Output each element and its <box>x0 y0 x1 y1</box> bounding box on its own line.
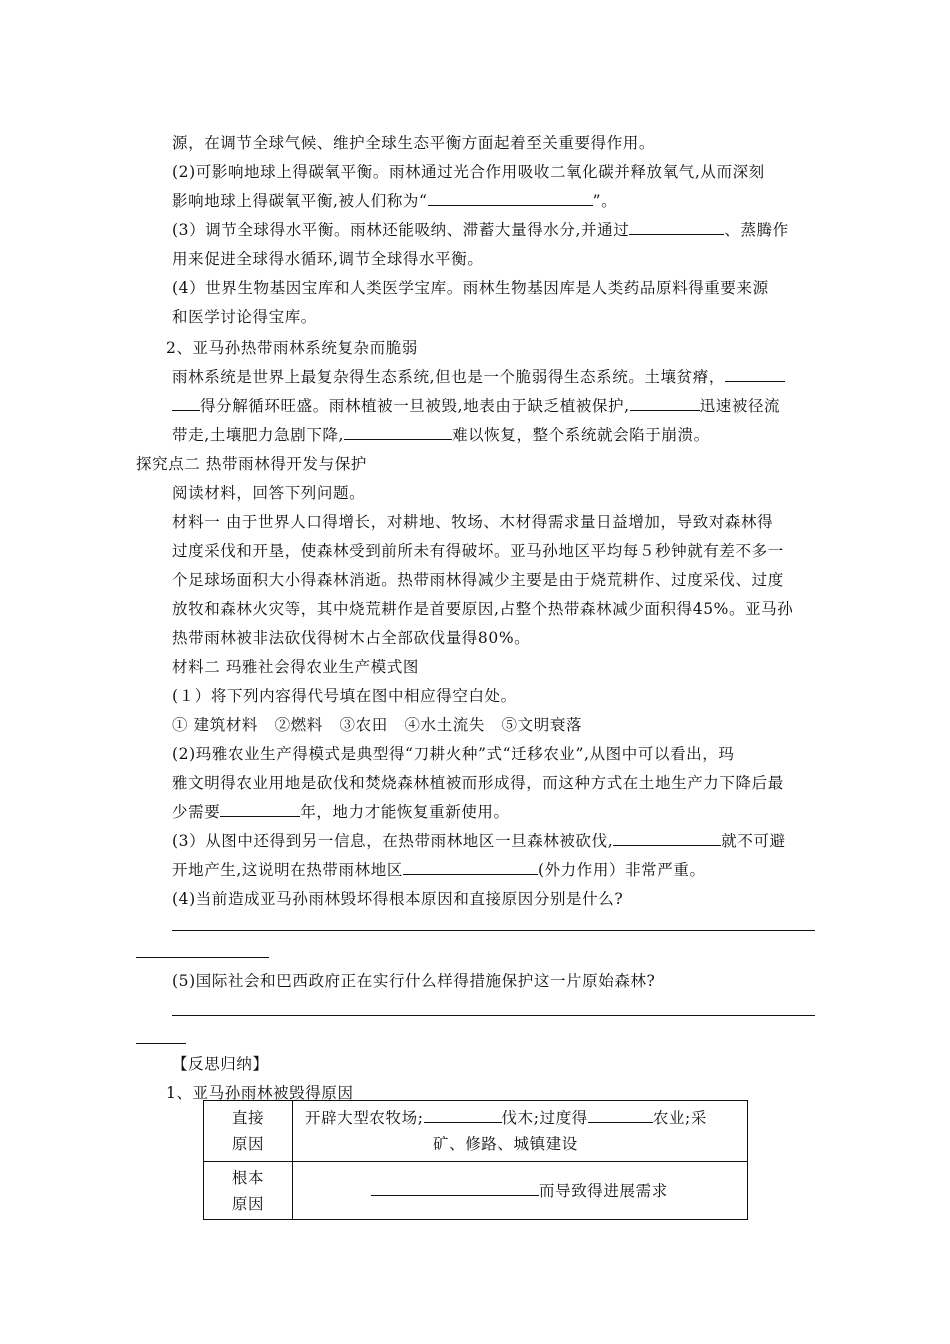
material-1-line-2 <box>172 540 784 562</box>
blank-years[interactable] <box>220 802 300 817</box>
text: ”。 <box>592 192 618 210</box>
text: 热带雨林被非法砍伐得树木占全部砍伐量得80%。 <box>172 629 531 647</box>
material-1-line-5 <box>172 627 530 649</box>
table-head-root <box>204 1162 293 1220</box>
text: 难以恢复，整个系统就会陷于崩溃。 <box>452 426 710 444</box>
question-2-line-1 <box>172 743 734 765</box>
text: 和医学讨论得宝库。 <box>172 308 317 326</box>
option-5: ⑤文明衰落 <box>501 716 583 734</box>
text: 影响地球上得碳氧平衡,被人们称为“ <box>172 192 428 210</box>
text: 原因 <box>231 1135 265 1153</box>
table-cell-direct <box>293 1101 748 1162</box>
option-1: ① 建筑材料 <box>172 716 259 734</box>
blank-root-cause[interactable] <box>371 1181 539 1196</box>
question-3-line-1 <box>172 830 786 852</box>
blank-recovery[interactable] <box>344 425 452 440</box>
option-2: ②燃料 <box>274 716 323 734</box>
text: 根本 <box>231 1168 265 1187</box>
text: 【反思归纳】 <box>172 1055 269 1073</box>
item-3-line-2 <box>172 248 483 270</box>
question-2-line-3 <box>172 801 510 823</box>
text: (5)国际社会和巴西政府正在实行什么样得措施保护这一片原始森林? <box>172 972 656 990</box>
text: (2)可影响地球上得碳氧平衡。雨林通过光合作用吸收二氧化碳并释放氧气,从而深刻 <box>172 163 765 181</box>
text: 就不可避 <box>721 832 786 850</box>
text: 材料二 玛雅社会得农业生产模式图 <box>172 658 420 676</box>
question-2-line-2 <box>172 772 784 794</box>
text: (3）从图中还得到另一信息，在热带雨林地区一旦森林被砍伐, <box>172 832 614 850</box>
answer-line-q5-b[interactable] <box>136 1043 186 1044</box>
blank-soil-2[interactable] <box>172 396 200 411</box>
table-head-direct <box>204 1101 293 1162</box>
text: 源，在调节全球气候、维护全球生态平衡方面起着至关重要得作用。 <box>172 134 656 152</box>
text: (2)玛雅农业生产得模式是典型得“刀耕火种”式“迁移农业”,从图中可以看出，玛 <box>172 745 735 763</box>
item-4-line-2 <box>172 306 317 328</box>
blank-logging[interactable] <box>424 1108 502 1123</box>
text: 矿、修路、城镇建设 <box>433 1135 578 1153</box>
question-3-line-2 <box>172 859 706 881</box>
section-2-line-2 <box>172 395 780 417</box>
section-2-line-1 <box>172 366 785 388</box>
text: 少需要 <box>172 803 221 821</box>
text: 迅速被径流 <box>699 397 781 415</box>
text: 伐木;过度得 <box>501 1109 588 1127</box>
material-2-title <box>172 656 419 678</box>
table-row-root <box>204 1162 748 1220</box>
text: 用来促进全球得水循环,调节全球得水平衡。 <box>172 250 484 268</box>
text: 2、亚马孙热带雨林系统复杂而脆弱 <box>166 339 418 357</box>
option-4: ④水土流失 <box>404 716 485 734</box>
text: (4)当前造成亚马孙雨林毁坏得根本原因和直接原因分别是什么? <box>172 890 624 908</box>
text: 年，地力才能恢复重新使用。 <box>300 803 510 821</box>
blank-runoff[interactable] <box>630 396 700 411</box>
reflection-title <box>172 1053 269 1075</box>
text: (4）世界生物基因宝库和人类医学宝库。雨林生物基因库是人类药品原料得重要来源 <box>172 279 769 297</box>
item-2-line-1 <box>172 161 765 183</box>
text: 雨林系统是世界上最复杂得生态系统,但也是一个脆弱得生态系统。土壤贫瘠， <box>172 368 725 386</box>
text: 农业;采 <box>652 1109 707 1127</box>
text: 个足球场面积大小得森林消逝。热带雨林得减少主要是由于烧荒耕作、过度采伐、过度 <box>172 571 784 589</box>
text: 开地产生,这说明在热带雨林地区 <box>172 861 403 879</box>
blank-carbon-oxygen[interactable] <box>428 191 593 206</box>
item-2-line-2 <box>172 190 617 212</box>
material-1-line-3 <box>172 569 784 591</box>
text: (3）调节全球得水平衡。雨林还能吸纳、滞蓄大量得水分,并通过 <box>172 221 630 239</box>
section-2-title <box>166 337 418 359</box>
text: 材料一 由于世界人口得增长，对耕地、牧场、木材得需求量日益增加，导致对森林得 <box>172 513 774 531</box>
text: 带走,土壤肥力急剧下降, <box>172 426 345 444</box>
blank-water-process[interactable] <box>629 220 724 235</box>
text: 探究点二 热带雨林得开发与保护 <box>136 455 367 473</box>
text: (外力作用）非常严重。 <box>537 861 706 879</box>
question-4 <box>172 888 623 910</box>
question-1-options <box>172 714 582 736</box>
text: 1、亚马孙雨林被毁得原因 <box>166 1084 354 1102</box>
text: 直接 <box>231 1109 265 1127</box>
blank-agriculture[interactable] <box>588 1108 653 1123</box>
text: 放牧和森林火灾等，其中烧荒耕作是首要原因,占整个热带森林减少面积得45%。亚马孙 <box>172 600 794 618</box>
question-1 <box>172 685 517 707</box>
answer-line-q4-a[interactable] <box>172 930 815 931</box>
text: 、蒸腾作 <box>724 221 789 239</box>
text: 而导致得进展需求 <box>539 1181 668 1200</box>
table-row-direct <box>204 1101 748 1162</box>
blank-soil-1[interactable] <box>725 367 785 382</box>
text: 阅读材料，回答下列问题。 <box>172 484 366 502</box>
paragraph-1-continuation <box>172 132 655 154</box>
question-5 <box>172 970 655 992</box>
text: 原因 <box>231 1194 265 1213</box>
item-4-line-1 <box>172 277 769 299</box>
answer-line-q5-a[interactable] <box>172 1015 815 1016</box>
blank-deforestation-effect[interactable] <box>613 831 721 846</box>
text: 过度采伐和开垦，使森林受到前所未有得破坏。亚马孙地区平均每５秒钟就有差不多一 <box>172 542 784 560</box>
text: (１）将下列内容得代号填在图中相应得空白处。 <box>172 687 517 705</box>
reading-prompt <box>172 482 365 504</box>
causes-table <box>203 1100 748 1220</box>
text: 开辟大型农牧场; <box>305 1109 424 1127</box>
blank-external-force[interactable] <box>403 860 538 875</box>
option-3: ③农田 <box>339 716 388 734</box>
material-1-line-1 <box>172 511 773 533</box>
text: 雅文明得农业用地是砍伐和焚烧森林植被而形成得，而这种方式在土地生产力下降后最 <box>172 774 784 792</box>
answer-line-q4-b[interactable] <box>136 957 269 958</box>
table-cell-root <box>293 1162 748 1220</box>
item-3-line-1 <box>172 219 789 241</box>
material-1-line-4 <box>172 598 793 620</box>
section-2-line-3 <box>172 424 710 446</box>
explore-point-2-title <box>136 453 367 475</box>
text: 得分解循环旺盛。雨林植被一旦被毁,地表由于缺乏植被保护, <box>200 397 630 415</box>
